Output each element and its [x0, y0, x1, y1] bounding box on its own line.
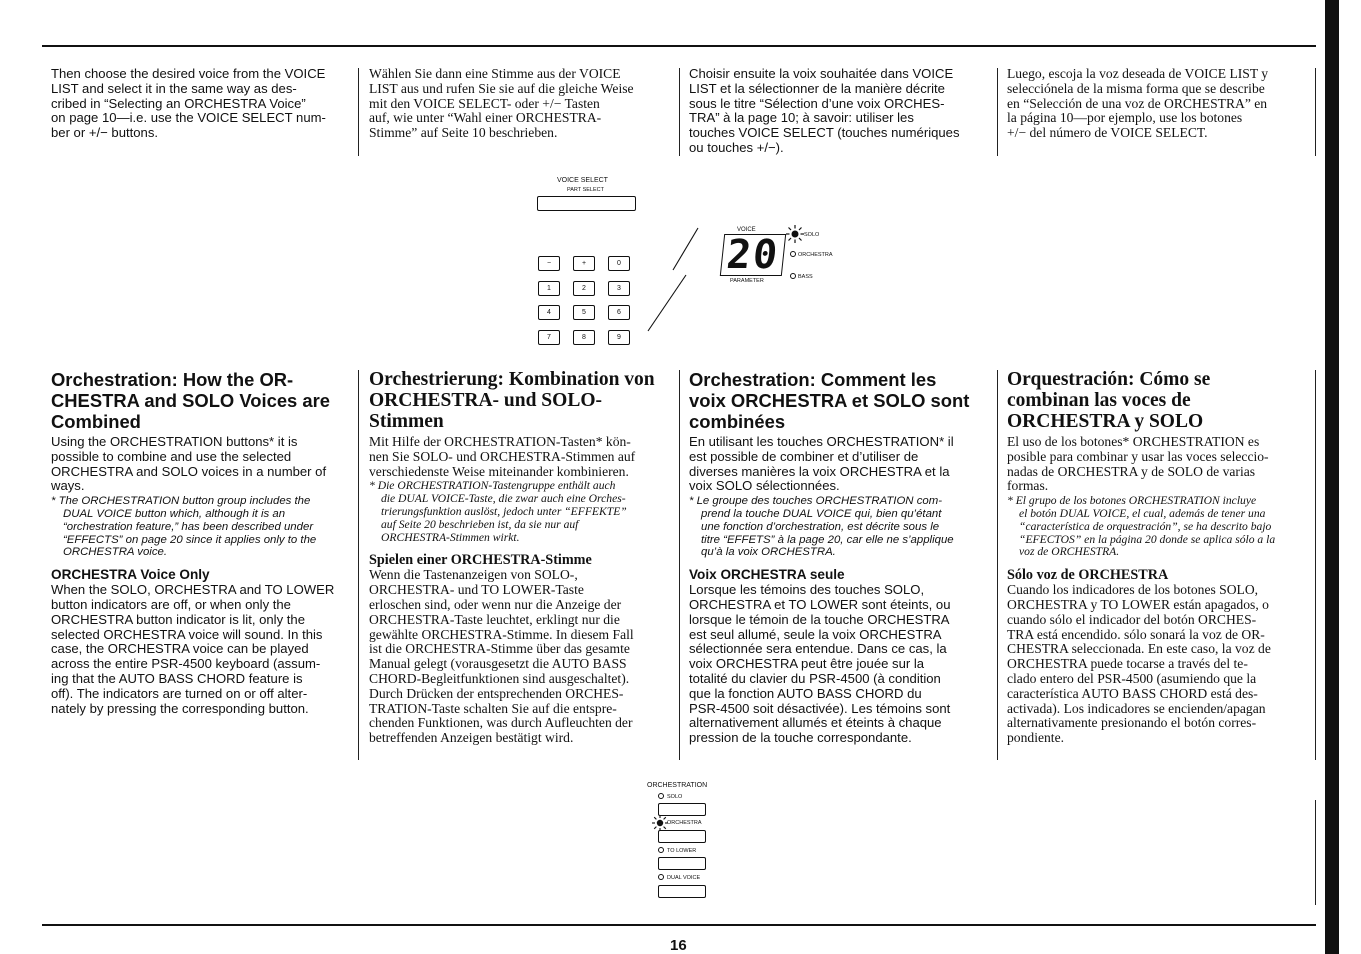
parameter-label: PARAMETER	[730, 278, 764, 284]
note-line: die DUAL VOICE-Taste, die zwar auch eine Orches-	[381, 492, 626, 506]
note-line: * Le groupe des touches ORCHESTRATION com-	[689, 495, 943, 508]
key-0[interactable]: 0	[608, 256, 630, 271]
subheading-es: Sólo voz de ORCHESTRA	[1007, 567, 1169, 584]
text-line: Using the ORCHESTRATION buttons* it is	[51, 434, 298, 449]
text-line: selected ORCHESTRA voice will sound. In this	[51, 626, 323, 642]
divider-mid-4	[1315, 370, 1316, 760]
plus-button[interactable]: +	[573, 256, 595, 271]
footnote-es	[1007, 495, 1311, 559]
body-de	[369, 435, 673, 479]
text-line: activada). Los indicadores se encienden/apagan	[1007, 700, 1266, 716]
subheading-fr: Voix ORCHESTRA seule	[689, 567, 845, 583]
note-line: “característica de orquestración”, se ha descrito bajo	[1019, 519, 1272, 533]
body-en	[51, 435, 353, 494]
section-fr	[689, 369, 991, 746]
text-line: Durch Drücken der entsprechenden ORCHES-	[369, 685, 624, 701]
text-line: chenden Funktionen, was durch Aufleuchten der	[369, 715, 633, 731]
text-line: mit den VOICE SELECT- oder +/− Tasten	[369, 95, 600, 111]
text-line: alternativement allumés et éteints à chaque	[689, 715, 942, 731]
text-line: LIST aus und rufen Sie sie auf die gleiche Weise	[369, 80, 634, 96]
text-line: formas.	[1007, 478, 1049, 494]
text-line: ORCHESTRA puede tocarse a través del te-	[1007, 656, 1248, 672]
dual-voice-button-label: DUAL VOICE	[667, 875, 701, 881]
text-line: En utilisant les touches ORCHESTRATION* il	[689, 434, 954, 449]
divider-mid-3	[997, 370, 998, 760]
text-line: Wenn die Tastenanzeigen von SOLO-,	[369, 567, 578, 583]
text-line: ou touches +/−).	[689, 139, 784, 155]
heading-line: combinan las voces de	[1007, 390, 1191, 411]
voice-select-label: VOICE SELECT	[557, 177, 608, 184]
divider-top-2	[679, 68, 680, 156]
section-de	[369, 369, 673, 746]
note-line: une fonction d’orchestration, est décrite sous le	[701, 520, 940, 533]
text-line: voix ORCHESTRA peut être jouée sur la	[689, 656, 925, 672]
footnote-de	[369, 480, 673, 544]
page-number: 16	[670, 937, 687, 954]
key-5[interactable]: 5	[573, 305, 595, 320]
note-line: ORCHESTRA voice.	[63, 546, 168, 559]
text-line: diverses manières la voix ORCHESTRA et la	[689, 463, 950, 479]
text-line: ORCHESTRA- und TO LOWER-Taste	[369, 582, 584, 598]
text-line: cribed in “Selecting an ORCHESTRA Voice”	[51, 95, 306, 111]
text-line: on page 10—i.e. use the VOICE SELECT num-	[51, 110, 326, 126]
heading-line: Orchestration: Comment les	[689, 369, 937, 390]
note-line: qu’à la voix ORCHESTRA.	[701, 546, 836, 559]
intro-en	[51, 67, 326, 141]
heading-line: Orquestración: Cómo se	[1007, 369, 1211, 390]
note-line: auf Seite 20 beschrieben ist, da sie nur auf	[381, 517, 579, 531]
text-line: off). The indicators are turned on or off alter-	[51, 685, 308, 701]
heading-line: Stimmen	[369, 411, 444, 432]
text-line: case, the ORCHESTRA voice can be played	[51, 641, 309, 657]
text-line: sélectionnée sera entendue. Dans ce cas, la	[689, 641, 947, 657]
sub-body-de	[369, 568, 673, 746]
note-line: “EFFECTS” on page 20 since it applies only to the	[63, 533, 317, 546]
to-lower-button-label: TO LOWER	[667, 848, 697, 854]
text-line: +/− del número de VOICE SELECT.	[1007, 125, 1208, 141]
solo-led-icon	[658, 793, 664, 799]
key-4[interactable]: 4	[538, 305, 560, 320]
text-line: característica AUTO BASS CHORD está des-	[1007, 685, 1258, 701]
key-2[interactable]: 2	[573, 281, 595, 296]
dual-voice-led-icon	[658, 874, 664, 880]
key-9[interactable]: 9	[608, 330, 630, 345]
text-line: ing that the AUTO BASS CHORD feature is	[51, 670, 303, 686]
divider-mid-2	[679, 370, 680, 760]
text-line: ways.	[51, 478, 85, 494]
text-line: nately by pressing the corresponding button.	[51, 700, 309, 716]
text-line: ist die ORCHESTRA-Stimme über das gesamte	[369, 641, 630, 657]
note-line: DUAL VOICE button which, although it is an	[63, 507, 286, 520]
heading-en	[51, 369, 353, 432]
orchestra-button-label: ORCHESTRA	[667, 820, 702, 826]
text-line: PSR-4500 soit désactivée). Les témoins sont	[689, 700, 951, 716]
bass-led-icon	[790, 273, 796, 279]
sub-body-en	[51, 583, 353, 716]
key-8[interactable]: 8	[573, 330, 595, 345]
sub-body-fr	[689, 583, 991, 746]
text-line: ORCHESTRA and SOLO voices in a number of	[51, 463, 327, 479]
text-line: nen Sie SOLO- und ORCHESTRA-Stimmen auf	[369, 448, 636, 464]
key-6[interactable]: 6	[608, 305, 630, 320]
text-line: auf, wie unter “Wahl einer ORCHESTRA-	[369, 110, 602, 126]
divider-top-3	[997, 68, 998, 156]
text-line: ORCHESTRA et TO LOWER sont éteints, ou	[689, 596, 951, 612]
text-line: When the SOLO, ORCHESTRA and TO LOWER	[51, 582, 335, 598]
heading-line: combinées	[689, 411, 786, 432]
orchestra-button[interactable]	[658, 830, 706, 843]
sub-body-es	[1007, 583, 1311, 746]
orchestration-label: ORCHESTRATION	[647, 782, 708, 789]
text-line: que la fonction AUTO BASS CHORD du	[689, 685, 922, 701]
text-line: sous le titre “Sélection d’une voix ORCHES-	[689, 95, 945, 111]
intro-fr	[689, 67, 960, 156]
intro-de	[369, 67, 634, 141]
bottom-rule	[42, 924, 1316, 926]
key-1[interactable]: 1	[538, 281, 560, 296]
text-line: Choisir ensuite la voix souhaitée dans VOICE	[689, 66, 954, 81]
note-line: titre “EFFETS” à la page 20, car elle ne s’applique	[701, 533, 954, 546]
note-line: el botón DUAL VOICE, el cual, además de tener una	[1019, 506, 1266, 520]
section-en	[51, 369, 353, 716]
text-line: LIST and select it in the same way as des-	[51, 80, 297, 96]
intro-es	[1007, 67, 1268, 141]
text-line: Stimme” auf Seite 10 beschrieben.	[369, 125, 558, 141]
divider-mid-1	[358, 370, 359, 760]
text-line: ORCHESTRA-Taste leuchtet, erklingt nur die	[369, 611, 620, 627]
text-line: Wählen Sie dann eine Stimme aus der VOICE	[369, 66, 621, 81]
note-line: * El grupo de los botones ORCHESTRATION incluye	[1007, 494, 1257, 508]
text-line: ORCHESTRA button indicator is lit, only the	[51, 611, 305, 627]
orchestra-indicator-label: ORCHESTRA	[798, 252, 833, 258]
text-line: CHORD-Begleitfunktionen sind ausgeschaltet).	[369, 670, 630, 686]
heading-fr	[689, 369, 991, 432]
section-es	[1007, 369, 1311, 746]
text-line: nadas de ORCHESTRA y de SOLO de varias	[1007, 463, 1256, 479]
text-line: est seul allumé, seule la voix ORCHESTRA	[689, 626, 942, 642]
text-line: pondiente.	[1007, 730, 1065, 746]
heading-line: Combined	[51, 411, 141, 432]
text-line: alternativamente presionando el botón corres-	[1007, 715, 1257, 731]
subheading-de: Spielen einer ORCHESTRA-Stimme	[369, 552, 592, 569]
text-line: TRA” à la page 10; à savoir: utiliser les	[689, 110, 914, 126]
text-line: selecciónela de la misma forma que se describe	[1007, 80, 1265, 96]
text-line: posible para combinar y usar las voces seleccio-	[1007, 448, 1269, 464]
text-line: TRATION-Taste schalten Sie auf die entspre-	[369, 700, 617, 716]
text-line: est possible de combiner et d’utiliser de	[689, 448, 919, 464]
note-line: trierungsfunktion auslöst, jedoch unter “EFFEKTE”	[381, 504, 627, 518]
text-line: El uso de los botones* ORCHESTRATION es	[1007, 434, 1260, 449]
text-line: verschiedenste Weise miteinander kombinieren.	[369, 463, 629, 479]
text-line: ORCHESTRA y TO LOWER están apagados, o	[1007, 596, 1269, 612]
divider-top-1	[358, 68, 359, 156]
note-line: prend la touche DUAL VOICE qui, bien qu’étant	[701, 507, 942, 520]
heading-line: Orchestrierung: Kombination von	[369, 369, 655, 390]
subheading-en: ORCHESTRA Voice Only	[51, 567, 210, 583]
note-line: * The ORCHESTRATION button group includes the	[51, 495, 311, 508]
lit-indicator-icon	[785, 224, 805, 244]
footnote-en	[51, 495, 353, 559]
heading-line: Orchestration: How the OR-	[51, 369, 294, 390]
text-line: betreffenden Anzeigen bestätigt wird.	[369, 730, 574, 746]
voice-label: VOICE	[737, 227, 756, 233]
text-line: erloschen sind, oder wenn nur die Anzeige der	[369, 596, 622, 612]
note-line: voz de ORCHESTRA.	[1019, 545, 1120, 559]
top-rule	[42, 45, 1316, 47]
footnote-fr	[689, 495, 991, 559]
text-line: LIST et la sélectionner de la manière décrite	[689, 80, 945, 96]
text-line: Luego, escoja la voz deseada de VOICE LIST y	[1007, 66, 1269, 81]
text-line: gewählte ORCHESTRA-Stimme. In diesem Fall	[369, 626, 634, 642]
to-lower-led-icon	[658, 847, 664, 853]
right-edge-bar	[1325, 0, 1339, 954]
text-line: totalité du clavier du PSR-4500 (à condition	[689, 670, 941, 686]
heading-line: ORCHESTRA y SOLO	[1007, 411, 1204, 432]
heading-de	[369, 369, 673, 432]
text-line: lorsque le témoin de la touche ORCHESTRA	[689, 611, 950, 627]
text-line: ber or +/− buttons.	[51, 125, 159, 141]
text-line: la página 10—por ejemplo, use los botones	[1007, 110, 1243, 126]
text-line: button indicators are off, or when only the	[51, 596, 291, 612]
heading-line: ORCHESTRA- und SOLO-	[369, 390, 602, 411]
text-line: cuando sólo el indicador del botón ORCHES-	[1007, 611, 1257, 627]
heading-es	[1007, 369, 1311, 432]
solo-indicator-label: SOLO	[804, 232, 820, 238]
text-line: clado entero del PSR-4500 (asumiendo que la	[1007, 670, 1257, 686]
divider-top-4	[1315, 68, 1316, 156]
key-7[interactable]: 7	[538, 330, 560, 345]
part-select-label: PART SELECT	[567, 187, 604, 193]
text-line: possible to combine and use the selected	[51, 448, 292, 464]
solo-button-label: SOLO	[667, 794, 683, 800]
orchestra-led-icon	[790, 251, 796, 257]
voice-number-display: 20	[720, 234, 786, 276]
text-line: TRA está encendido. sólo sonará la voz de OR-	[1007, 626, 1265, 642]
heading-line: voix ORCHESTRA et SOLO sont	[689, 390, 970, 411]
divider-low-4	[1315, 800, 1316, 905]
part-select-button[interactable]	[537, 196, 636, 211]
text-line: Lorsque les témoins des touches SOLO,	[689, 582, 925, 598]
body-es	[1007, 435, 1311, 494]
text-line: voix SOLO sélectionnées.	[689, 478, 840, 494]
dual-voice-button[interactable]	[658, 885, 706, 898]
note-line: * Die ORCHESTRATION-Tastengruppe enthält auch	[369, 479, 616, 493]
key-3[interactable]: 3	[608, 281, 630, 296]
minus-button[interactable]: −	[538, 256, 560, 271]
bass-indicator-label: BASS	[798, 274, 813, 280]
pointer-lines	[640, 225, 700, 335]
text-line: Cuando los indicadores de los botones SOLO,	[1007, 582, 1259, 598]
text-line: en “Selección de una voz de ORCHESTRA” en	[1007, 95, 1268, 111]
text-line: touches VOICE SELECT (touches numériques	[689, 125, 960, 141]
text-line: Then choose the desired voice from the VOICE	[51, 66, 326, 81]
body-fr	[689, 435, 991, 494]
heading-line: CHESTRA and SOLO Voices are	[51, 390, 330, 411]
note-line: “EFECTOS” en la página 20 donde se aplica sólo a la	[1019, 532, 1276, 546]
text-line: pression de la touche correspondante.	[689, 730, 912, 746]
text-line: Mit Hilfe der ORCHESTRATION-Tasten* kön-	[369, 434, 631, 449]
note-line: “orchestration feature,” has been described under	[63, 520, 314, 533]
text-line: Manual gelegt (vorausgesetzt die AUTO BASS	[369, 656, 627, 672]
note-line: ORCHESTRA-Stimmen wirkt.	[381, 530, 520, 544]
text-line: CHESTRA seleccionada. En este caso, la voz de	[1007, 641, 1271, 657]
text-line: across the entire PSR-4500 keyboard (assum-	[51, 656, 321, 672]
to-lower-button[interactable]	[658, 857, 706, 870]
